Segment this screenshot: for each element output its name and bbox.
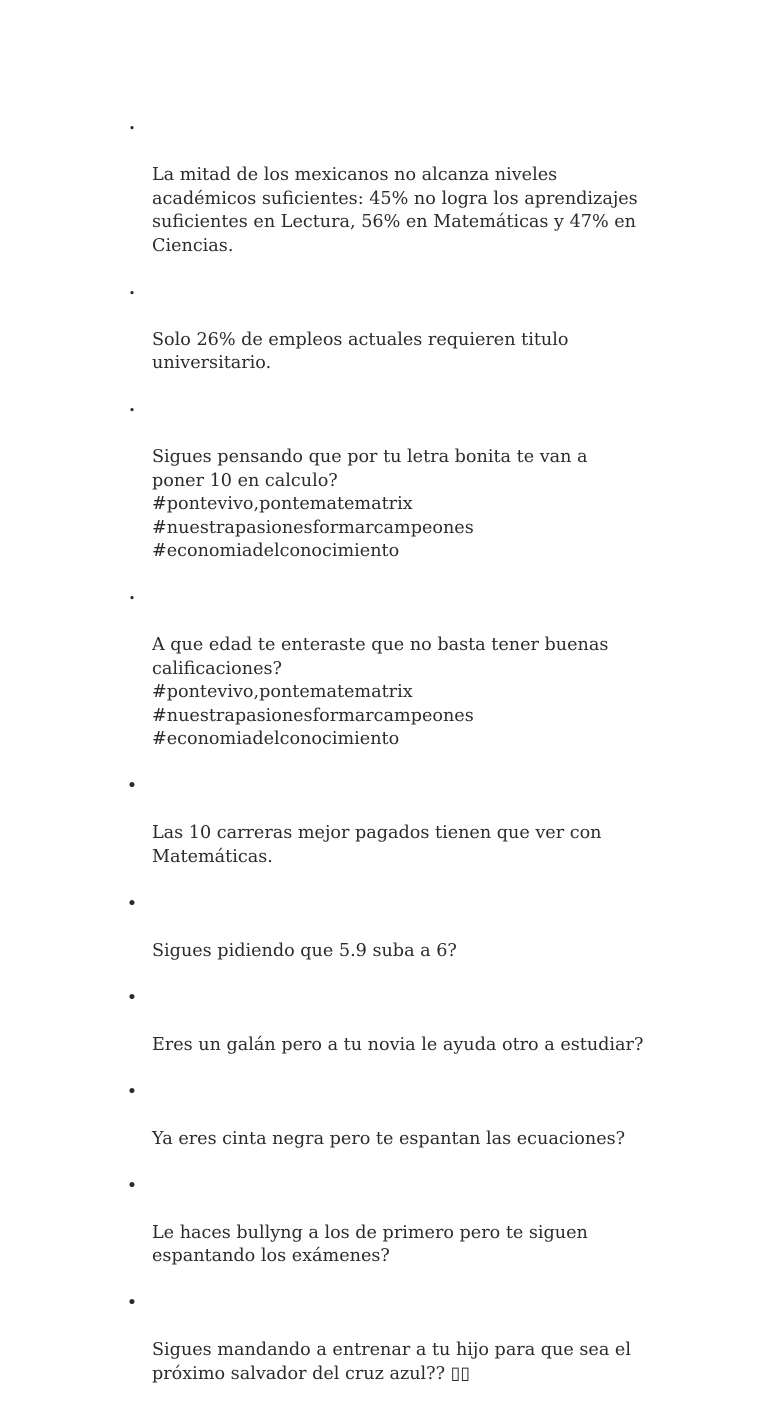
list-item-text: A que edad te enteraste que no basta tener buenas calificaciones? #pontevivo,pontematematrix #nuestrapasionesformarcampeones #economiadelconocimiento [152, 635, 609, 749]
bullet-marker: • [128, 404, 136, 417]
list-item [126, 399, 666, 587]
list-item-text: Sigues pidiendo que 5.9 suba a 6? [152, 940, 457, 961]
list-item [126, 1081, 666, 1175]
bullet-marker: • [128, 122, 136, 135]
list-item [126, 987, 666, 1081]
bullet-marker: • [126, 1175, 138, 1196]
bullet-marker: • [126, 893, 138, 914]
bullet-marker: • [128, 286, 136, 300]
list-item [126, 587, 666, 775]
list-item-text: La mitad de los mexicanos no alcanza niveles académicos suficientes: 45% no logra los aprendizajes suficientes en Lectura, 56% en Matemáticas y 47% en Ciencias. [152, 165, 638, 256]
bullet-marker: • [126, 987, 138, 1008]
list-item-text: Eres un galán pero a tu novia le ayuda otro a estudiar? [152, 1034, 644, 1055]
list-item [126, 282, 666, 400]
list-item-text: Ya eres cinta negra pero te espantan las ecuaciones? [152, 1128, 626, 1149]
list-item-text: Las 10 carreras mejor pagados tienen que ver con Matemáticas. [152, 823, 602, 867]
bullet-marker: • [128, 592, 136, 605]
list-item [126, 775, 666, 893]
list-item-text: Le haces bullyng a los de primero pero te siguen espantando los exámenes? [152, 1222, 588, 1266]
list-item [126, 117, 666, 282]
bullet-list [126, 117, 666, 1410]
list-item [126, 1292, 666, 1410]
list-item [126, 1175, 666, 1293]
list-item-text: Solo 26% de empleos actuales requieren titulo universitario. [152, 329, 569, 373]
list-item-text: Sigues mandando a entrenar a tu hijo para que sea el próximo salvador del cruz azul?? ▯▯ [152, 1340, 631, 1384]
list-item [126, 893, 666, 987]
bullet-marker: • [126, 776, 138, 796]
bullet-marker: • [126, 1293, 138, 1313]
bullet-marker: • [126, 1081, 138, 1102]
list-item-text: Sigues pensando que por tu letra bonita te van a poner 10 en calculo? #pontevivo,pontematematrix #nuestrapasionesformarcampeones #economiadelconocimiento [152, 447, 588, 561]
